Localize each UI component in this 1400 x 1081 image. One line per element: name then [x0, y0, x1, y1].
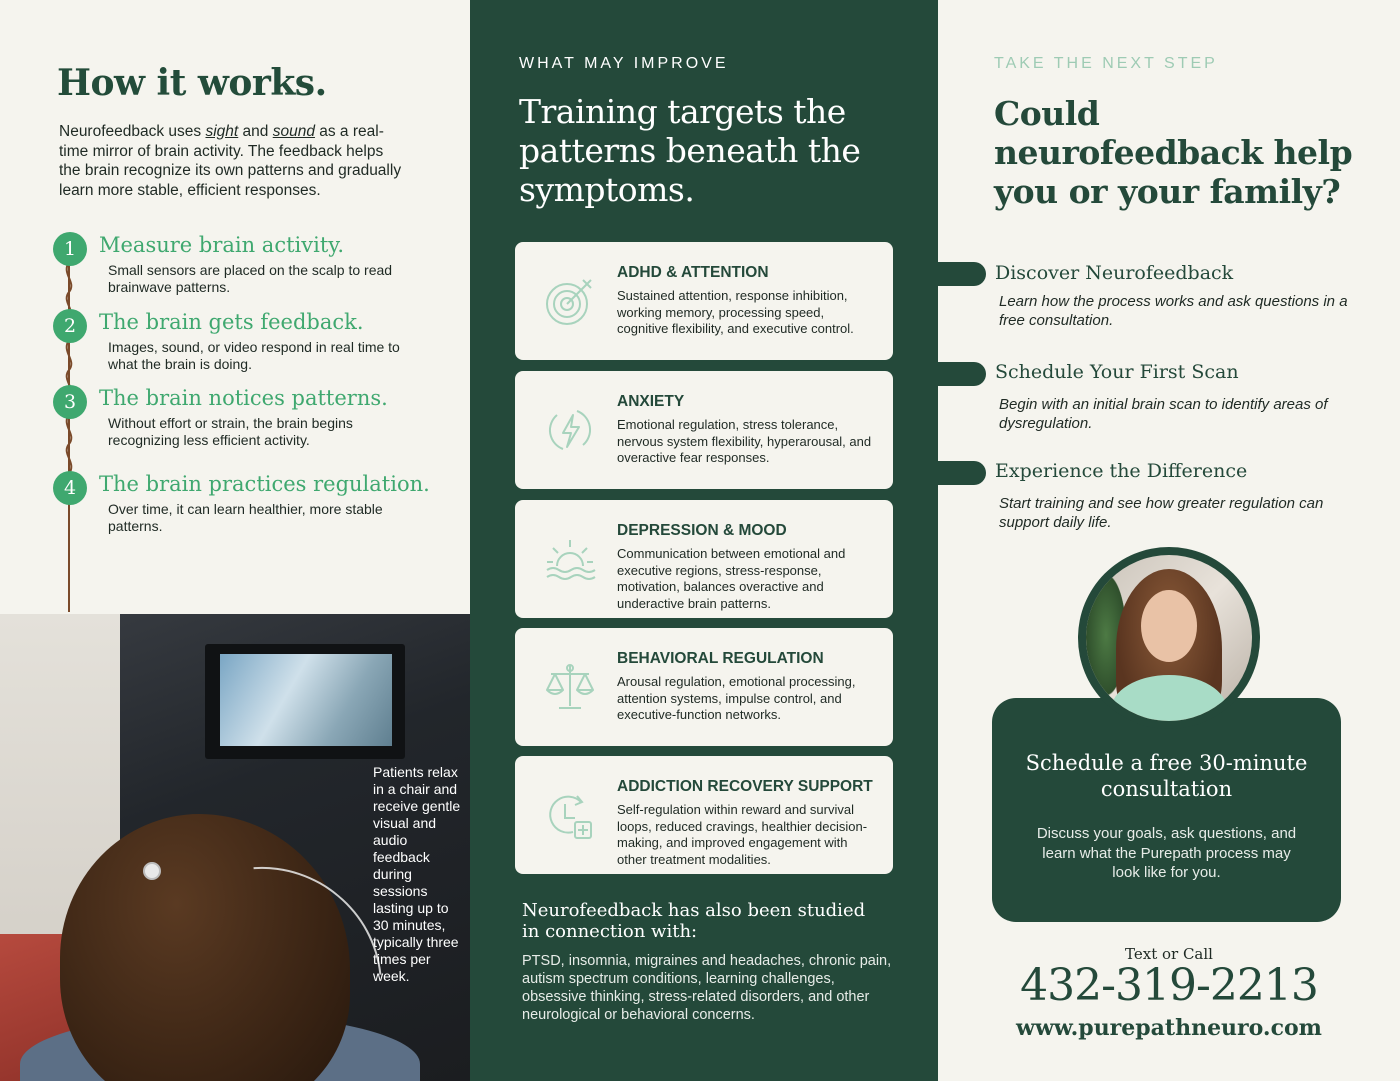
step-tab-marker: [938, 362, 986, 386]
step-number: 4: [53, 471, 87, 505]
step-tab-marker: [938, 262, 986, 286]
card-title: ADDICTION RECOVERY SUPPORT: [617, 778, 873, 795]
section-title: Training targets the patterns beneath the symptoms.: [519, 92, 861, 209]
step-title: Measure brain activity.: [99, 233, 345, 257]
next-step-title-2: Schedule Your First Scan: [995, 361, 1239, 383]
section-eyebrow: TAKE THE NEXT STEP: [994, 55, 1218, 72]
card-description: Communication between emotional and executive regions, stress-response, motivation, balances overactive and underactive brain patterns.: [617, 546, 846, 611]
card-description: Sustained attention, response inhibition, working memory, processing speed, cognitive flexibility, and executive control.: [617, 288, 854, 336]
card-title: ANXIETY: [617, 393, 685, 410]
consultation-cta: [992, 698, 1341, 922]
card-description: Arousal regulation, emotional processing, attention systems, impulse control, and executive-function networks.: [617, 674, 856, 722]
cta-description: Discuss your goals, ask questions, and learn what the Purepath process may look like for you.: [1036, 825, 1297, 881]
phone-number: 432-319-2213: [1020, 960, 1318, 1011]
step-number: 3: [53, 385, 87, 419]
what-may-improve-panel: [470, 0, 938, 1081]
text-or-call-label: Text or Call: [1125, 945, 1213, 963]
section-eyebrow: WHAT MAY IMPROVE: [519, 55, 729, 72]
next-step-title-1: Discover Neurofeedback: [995, 262, 1234, 284]
session-photo: [0, 614, 470, 1081]
also-studied-text: PTSD, insomnia, migraines and headaches, chronic pain, autism spectrum conditions, learning challenges, obsessive thinking, stress-related disorders, and other neurological or behavioral concerns.: [522, 953, 892, 1023]
next-step-title-3: Experience the Difference: [995, 460, 1248, 482]
target-icon: [543, 274, 597, 328]
how-it-works-panel: [0, 0, 470, 1081]
recovery-icon: [543, 788, 597, 842]
next-step-desc-1: Learn how the process works and ask questions in a free consultation.: [999, 293, 1348, 329]
also-studied-title: Neurofeedback has also been studied in connection with:: [522, 900, 866, 942]
card-description: Self-regulation within reward and survival loops, reduced cravings, healthier decision-making, and improved engagement with other treatment modalities.: [617, 802, 868, 867]
step-description: Images, sound, or video respond in real time to what the brain is doing.: [108, 339, 400, 372]
condition-card-behavioral: [515, 628, 893, 746]
sight-word: sight: [205, 123, 239, 140]
section-title: Could neurofeedback help you or your family?: [994, 94, 1353, 211]
timeline-wave-3: [60, 414, 78, 474]
card-title: DEPRESSION & MOOD: [617, 522, 787, 539]
scale-icon: [543, 660, 597, 714]
next-step-desc-3: Start training and see how greater regulation can support daily life.: [999, 495, 1324, 531]
website-url: www.purepathneuro.com: [1016, 1015, 1322, 1041]
card-description: Emotional regulation, stress tolerance, nervous system flexibility, hyperarousal, and overactive fear responses.: [617, 417, 872, 465]
how-it-works-title: How it works.: [57, 62, 327, 104]
condition-card-anxiety: [515, 371, 893, 489]
card-title: ADHD & ATTENTION: [617, 264, 769, 281]
tv-screen: [220, 654, 392, 746]
sunrise-icon: [543, 532, 597, 586]
step-tab-marker: [938, 461, 986, 485]
scalp-sensor: [143, 862, 161, 880]
step-title: The brain practices regulation.: [99, 472, 430, 496]
step-number: 2: [53, 309, 87, 343]
next-step-desc-2: Begin with an initial brain scan to identify areas of dysregulation.: [999, 396, 1328, 432]
step-title: The brain gets feedback.: [99, 310, 364, 334]
photo-caption: Patients relax in a chair and receive gentle visual and audio feedback during sessions lasting up to 30 minutes, typically three times per week.: [373, 764, 461, 984]
step-number: 1: [53, 232, 87, 266]
step-description: Over time, it can learn healthier, more stable patterns.: [108, 501, 383, 534]
condition-card-depression: [515, 500, 893, 618]
condition-card-adhd: [515, 242, 893, 360]
cta-title: Schedule a free 30-minute consultation: [1025, 751, 1308, 801]
lightning-icon: [543, 403, 597, 457]
next-step-panel: [938, 0, 1400, 1081]
step-title: The brain notices patterns.: [99, 386, 388, 410]
provider-portrait: [1086, 555, 1252, 721]
step-description: Without effort or strain, the brain begins recognizing less efficient activity.: [108, 415, 353, 448]
card-title: BEHAVIORAL REGULATION: [617, 650, 824, 667]
intro-paragraph: Neurofeedback uses sight and sound as a real-time mirror of brain activity. The feedback helps the brain recognize its own patterns and gradually learn more stable, efficient responses.: [59, 123, 402, 199]
sound-word: sound: [272, 123, 315, 140]
condition-card-addiction: [515, 756, 893, 874]
step-description: Small sensors are placed on the scalp to read brainwave patterns.: [108, 262, 393, 295]
